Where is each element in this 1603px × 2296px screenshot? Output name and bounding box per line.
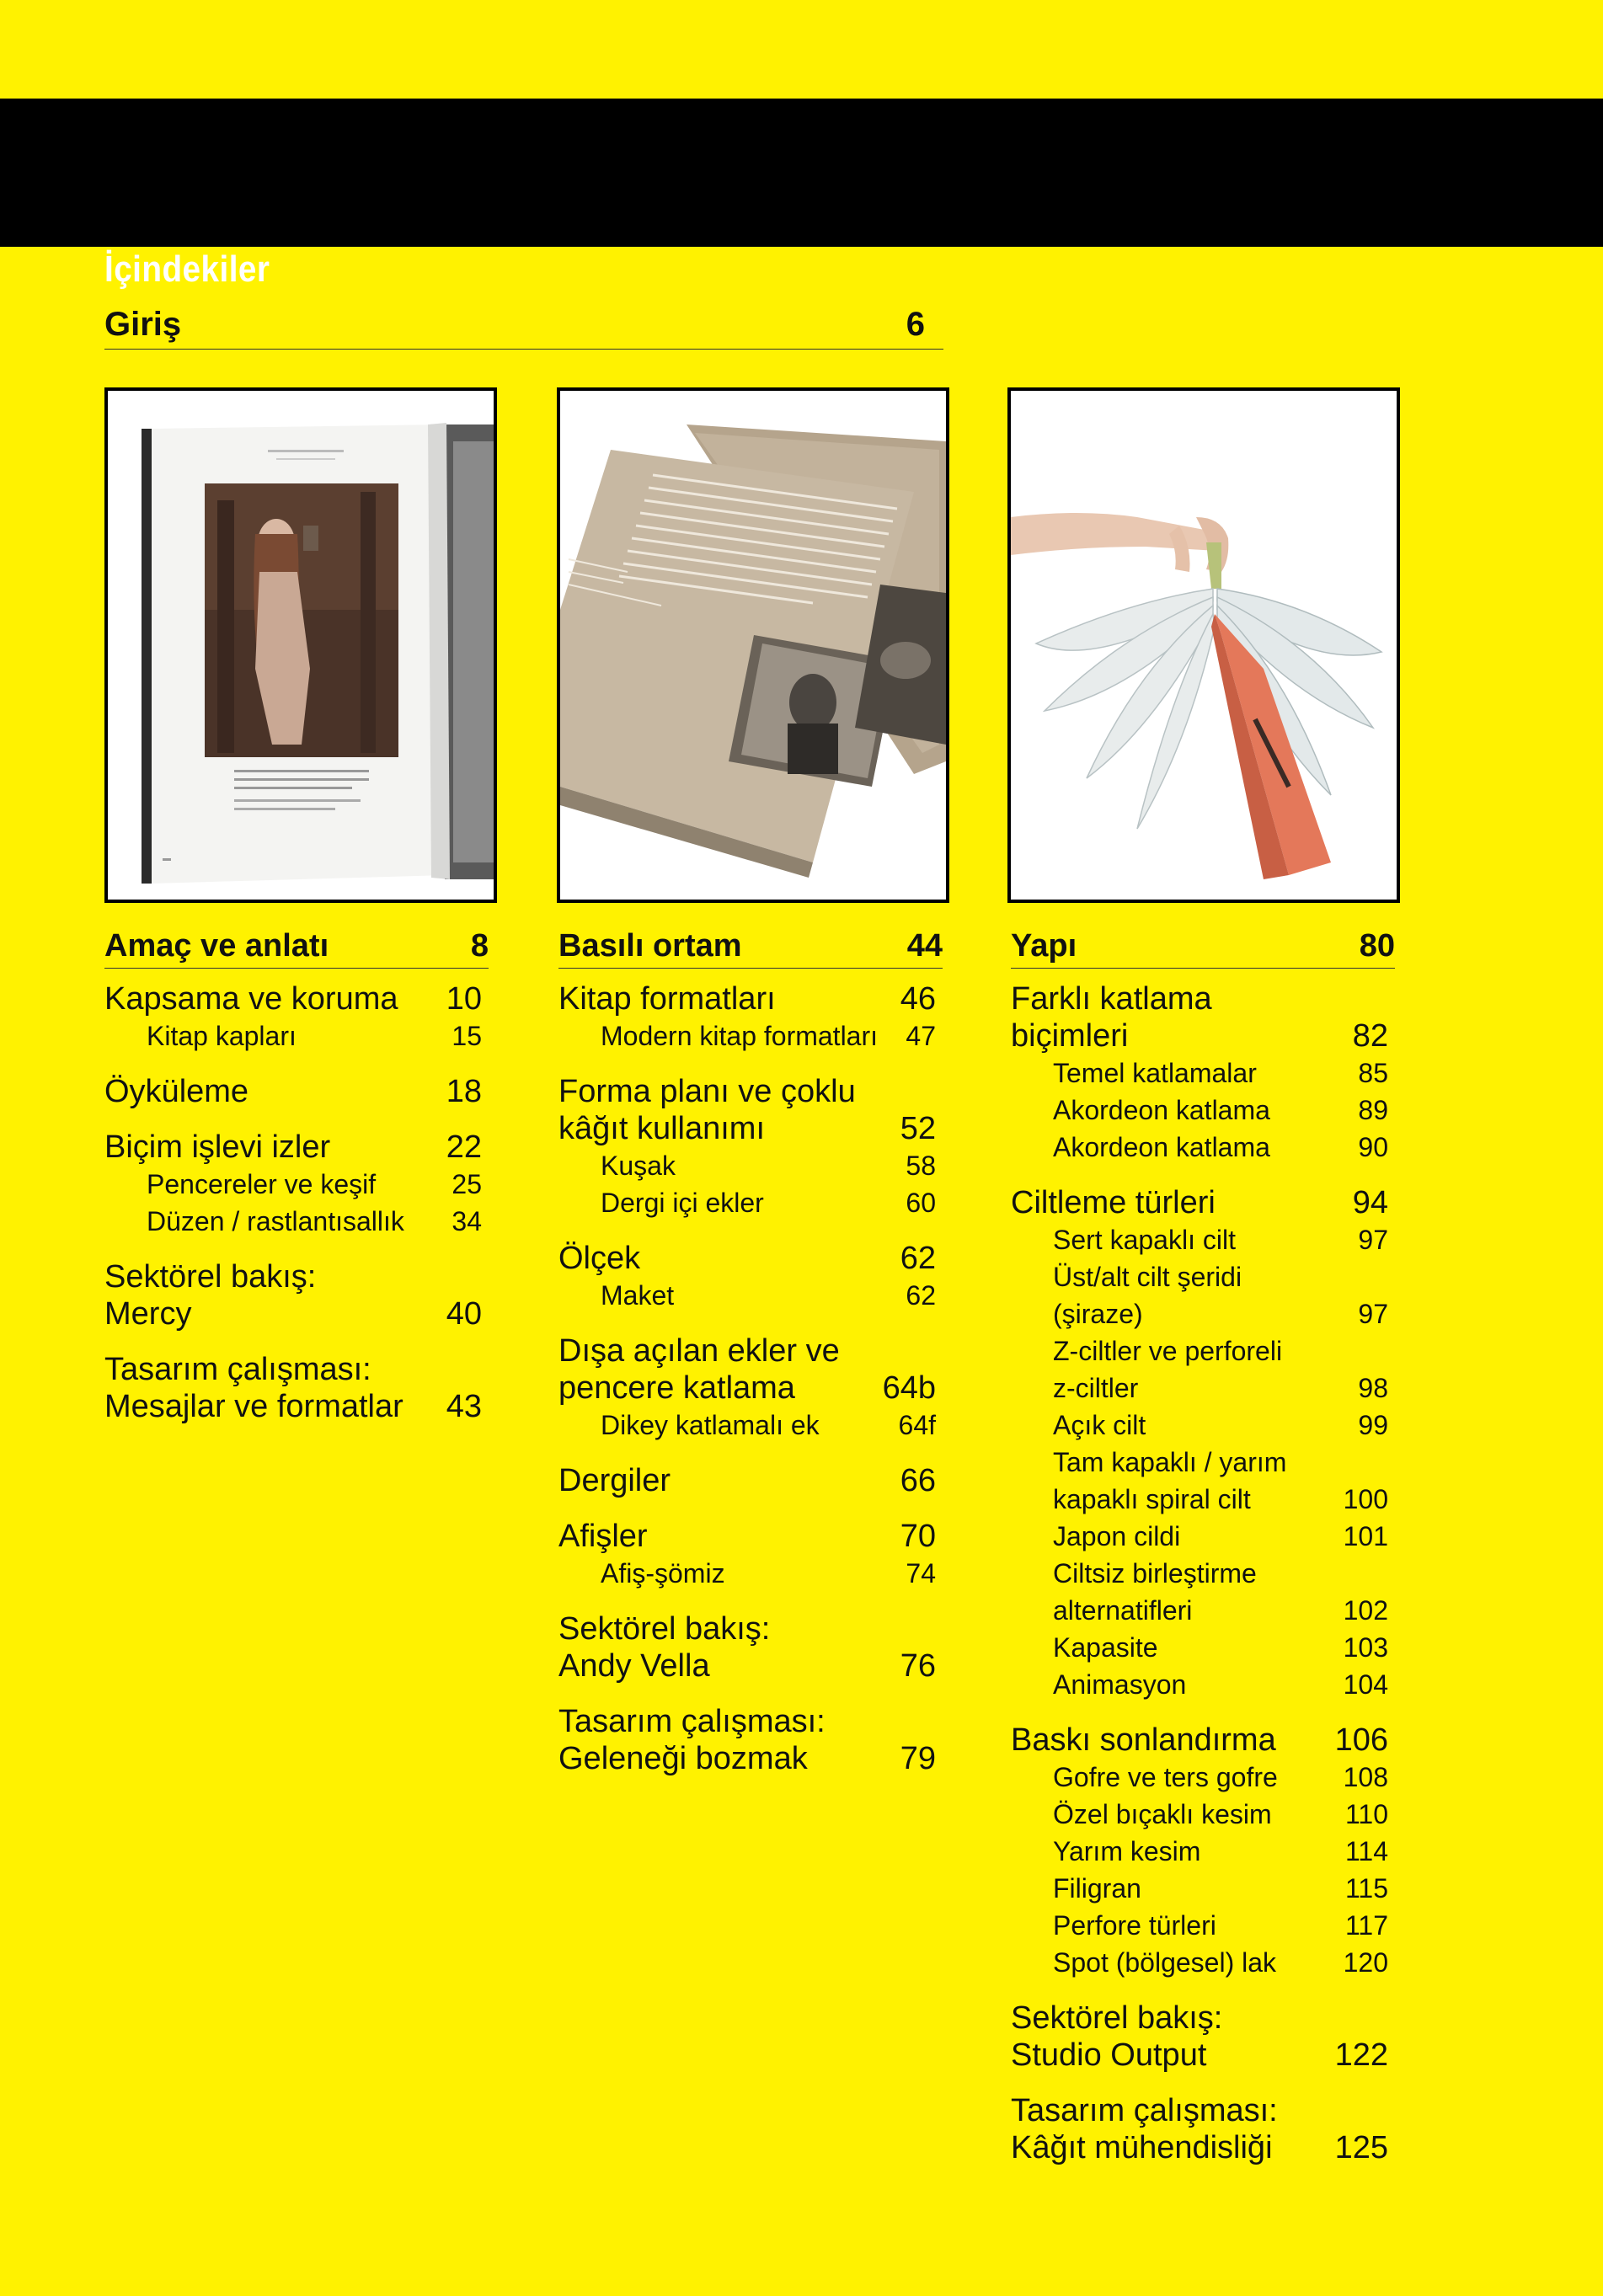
toc-entry-label: Ciltsiz birleştirme alternatifleri <box>1053 1558 1257 1626</box>
toc-entry-label: Biçim işlevi izler <box>104 1129 331 1165</box>
toc-entry-label: Maket <box>601 1280 675 1311</box>
toc-entry-label: Temel katlamalar <box>1053 1058 1257 1088</box>
toc-entry-label: Tasarım çalışması: Kâğıt mühendisliği <box>1011 2093 1278 2165</box>
toc-entry[interactable] <box>558 980 943 1017</box>
toc-entry-page: 110 <box>1344 1799 1388 1829</box>
toc-entry-label: Modern kitap formatları <box>601 1021 879 1051</box>
toc-entry-page: 70 <box>900 1519 936 1554</box>
toc-subentry[interactable] <box>1011 1407 1395 1444</box>
toc-entry[interactable] <box>558 1240 943 1277</box>
toc-entry-page: 114 <box>1344 1836 1388 1866</box>
toc-entry-page: 34 <box>452 1206 482 1236</box>
toc-entry-page: 22 <box>446 1129 482 1165</box>
toc-entry[interactable] <box>558 1462 943 1499</box>
toc-entry-page: 25 <box>452 1169 482 1199</box>
section-heading-page: 8 <box>470 928 489 964</box>
toc-entry-page: 89 <box>1358 1095 1388 1125</box>
toc-subentry[interactable] <box>1011 1870 1395 1907</box>
toc-entry-page: 58 <box>906 1151 936 1181</box>
toc-entry-page: 52 <box>900 1111 936 1146</box>
toc-entry-label: Tam kapaklı / yarım kapaklı spiral cilt <box>1053 1447 1287 1514</box>
toc-entry-label: Forma planı ve çoklu kâğıt kullanımı <box>558 1074 856 1146</box>
toc-entry-label: Baskı sonlandırma <box>1011 1722 1276 1758</box>
toc-entry-label: Yarım kesim <box>1053 1836 1201 1866</box>
toc-entry-page: 46 <box>900 981 936 1017</box>
toc-entry-label: Ciltleme türleri <box>1011 1185 1216 1220</box>
toc-subentry[interactable] <box>558 1555 943 1592</box>
toc-entry-label: Ölçek <box>558 1241 641 1276</box>
toc-entry-page: 64f <box>898 1410 936 1440</box>
toc-subentry[interactable] <box>1011 1221 1395 1258</box>
toc-entry-page: 66 <box>900 1463 936 1498</box>
section-heading[interactable] <box>558 926 943 969</box>
toc-entry-label: Kitap formatları <box>558 981 776 1017</box>
toc-entry-page: 62 <box>906 1280 936 1311</box>
toc-subentry[interactable] <box>104 1203 489 1240</box>
toc-entry-page: 122 <box>1334 2037 1388 2073</box>
section-heading-label: Yapı <box>1011 928 1077 964</box>
toc-subentry[interactable] <box>1011 1629 1395 1666</box>
toc-entry-page: 76 <box>900 1648 936 1684</box>
toc-entry[interactable] <box>1011 1722 1395 1759</box>
toc-entry-label: Animasyon <box>1053 1669 1187 1700</box>
toc-entry-page: 85 <box>1358 1058 1388 1088</box>
toc-entry-page: 120 <box>1343 1947 1388 1978</box>
toc-entry-page: 100 <box>1343 1484 1388 1514</box>
toc-entry-page: 18 <box>446 1074 482 1109</box>
section-heading[interactable] <box>1011 926 1395 969</box>
toc-entry-label: Sektörel bakış: Studio Output <box>1011 2000 1223 2073</box>
section-heading[interactable] <box>104 926 489 969</box>
toc-entry[interactable] <box>104 1351 489 1425</box>
page-title: İçindekiler <box>104 248 270 290</box>
toc-entry-label: Japon cildi <box>1053 1521 1181 1551</box>
toc-entry[interactable] <box>1011 2092 1395 2166</box>
section-heading-page: 44 <box>906 928 943 964</box>
toc-subentry[interactable] <box>1011 1055 1395 1092</box>
toc-entry-label: Özel bıçaklı kesim <box>1053 1799 1272 1829</box>
toc-entry-page: 82 <box>1352 1018 1388 1054</box>
toc-entry[interactable] <box>558 1332 943 1407</box>
toc-entry-page: 115 <box>1344 1873 1388 1904</box>
toc-subentry[interactable] <box>1011 1759 1395 1796</box>
toc-entry-page: 106 <box>1334 1722 1388 1758</box>
section-heading-label: Amaç ve anlatı <box>104 928 329 964</box>
toc-subentry[interactable] <box>1011 1555 1395 1629</box>
toc-entry-page: 15 <box>452 1021 482 1051</box>
toc-column-1 <box>104 926 489 1425</box>
toc-entry-page: 40 <box>446 1296 482 1332</box>
toc-entry-label: Dergiler <box>558 1463 671 1498</box>
toc-column-2 <box>558 926 943 1777</box>
toc-entry-label: Kitap kapları <box>147 1021 297 1051</box>
toc-subentry[interactable] <box>558 1147 943 1184</box>
toc-entry-page: 103 <box>1343 1632 1388 1663</box>
toc-entry[interactable] <box>104 980 489 1017</box>
toc-subentry[interactable] <box>1011 1796 1395 1833</box>
toc-subentry[interactable] <box>558 1017 943 1055</box>
photo-hand-book <box>1007 387 1400 903</box>
section-heading-label: Basılı ortam <box>558 928 742 964</box>
toc-entry-page: 108 <box>1343 1762 1388 1792</box>
toc-entry-page: 62 <box>900 1241 936 1276</box>
toc-entry-label: Dikey katlamalı ek <box>601 1410 820 1440</box>
toc-entry-page: 99 <box>1358 1410 1388 1440</box>
toc-entry-label: Tasarım çalışması: Geleneği bozmak <box>558 1704 826 1776</box>
toc-entry-page: 101 <box>1343 1521 1388 1551</box>
toc-entry-label: Afişler <box>558 1519 648 1554</box>
toc-subentry[interactable] <box>104 1166 489 1203</box>
toc-subentry[interactable] <box>1011 1129 1395 1166</box>
toc-entry[interactable] <box>1011 980 1395 1055</box>
toc-entry-label: Sert kapaklı cilt <box>1053 1225 1236 1255</box>
toc-entry-page: 90 <box>1358 1132 1388 1162</box>
toc-entry-label: Afiş-şömiz <box>601 1558 725 1589</box>
header-bar <box>0 99 1603 290</box>
toc-subentry[interactable] <box>1011 1833 1395 1870</box>
toc-entry-label: Öyküleme <box>104 1074 249 1109</box>
toc-entry-page: 97 <box>1358 1299 1388 1329</box>
toc-entry[interactable] <box>104 1129 489 1166</box>
photo-kraft-brochure <box>557 387 949 903</box>
toc-entry-label: Sektörel bakış: Andy Vella <box>558 1611 771 1684</box>
toc-subentry[interactable] <box>104 1017 489 1055</box>
toc-column-3 <box>1011 926 1395 2166</box>
toc-entry-label: Spot (bölgesel) lak <box>1053 1947 1277 1978</box>
toc-entry[interactable] <box>1011 1184 1395 1221</box>
toc-subentry[interactable] <box>1011 1666 1395 1703</box>
toc-entry[interactable] <box>558 1610 943 1685</box>
toc-entry-label: Açık cilt <box>1053 1410 1146 1440</box>
toc-entry-label: Filigran <box>1053 1873 1141 1904</box>
intro-entry[interactable] <box>104 307 943 350</box>
toc-entry-label: Üst/alt cilt şeridi (şiraze) <box>1053 1262 1242 1329</box>
toc-subentry[interactable] <box>1011 1907 1395 1944</box>
toc-entry-page: 117 <box>1344 1910 1388 1941</box>
toc-entry[interactable] <box>104 1258 489 1332</box>
toc-entry[interactable] <box>558 1703 943 1777</box>
toc-entry-label: Dışa açılan ekler ve pencere katlama <box>558 1333 840 1406</box>
toc-entry-label: Z-ciltler ve perforeli z-ciltler <box>1053 1336 1283 1403</box>
toc-entry-label: Akordeon katlama <box>1053 1095 1270 1125</box>
toc-entry-label: Tasarım çalışması: Mesajlar ve formatlar <box>104 1352 403 1424</box>
toc-entry-page: 47 <box>906 1021 936 1051</box>
toc-entry[interactable] <box>104 1073 489 1110</box>
toc-subentry[interactable] <box>558 1407 943 1444</box>
intro-page: 6 <box>906 306 925 343</box>
toc-subentry[interactable] <box>1011 1332 1395 1407</box>
toc-entry-page: 64b <box>882 1370 936 1406</box>
toc-subentry[interactable] <box>1011 1444 1395 1518</box>
toc-subentry[interactable] <box>1011 1944 1395 1981</box>
toc-entry-label: Sektörel bakış: Mercy <box>104 1259 317 1332</box>
toc-entry-page: 79 <box>900 1741 936 1776</box>
intro-label: Giriş <box>104 306 182 343</box>
toc-entry[interactable] <box>558 1073 943 1147</box>
toc-entry[interactable] <box>558 1518 943 1555</box>
toc-entry-page: 98 <box>1358 1373 1388 1403</box>
toc-entry-label: Düzen / rastlantısallık <box>147 1206 404 1236</box>
section-heading-page: 80 <box>1359 928 1395 964</box>
toc-entry-label: Perfore türleri <box>1053 1910 1216 1941</box>
toc-entry-label: Kuşak <box>601 1151 676 1181</box>
toc-entry-label: Dergi içi ekler <box>601 1188 764 1218</box>
toc-entry-page: 125 <box>1334 2130 1388 2165</box>
toc-entry-label: Akordeon katlama <box>1053 1132 1270 1162</box>
toc-entry-page: 60 <box>906 1188 936 1218</box>
toc-entry-page: 94 <box>1352 1185 1388 1220</box>
toc-entry-label: Pencereler ve keşif <box>147 1169 377 1199</box>
toc-entry-page: 97 <box>1358 1225 1388 1255</box>
toc-entry-label: Kapasite <box>1053 1632 1158 1663</box>
toc-entry-label: Gofre ve ters gofre <box>1053 1762 1278 1792</box>
toc-subentry[interactable] <box>1011 1258 1395 1332</box>
toc-entry[interactable] <box>1011 2000 1395 2074</box>
toc-entry-label: Farklı katlama biçimleri <box>1011 981 1212 1054</box>
toc-entry-page: 43 <box>446 1389 482 1424</box>
toc-subentry[interactable] <box>1011 1518 1395 1555</box>
toc-subentry[interactable] <box>1011 1092 1395 1129</box>
toc-subentry[interactable] <box>558 1277 943 1314</box>
photo-open-magazine <box>104 387 497 903</box>
toc-entry-page: 10 <box>446 981 482 1017</box>
toc-entry-page: 102 <box>1343 1595 1388 1626</box>
toc-entry-page: 74 <box>906 1558 936 1589</box>
toc-subentry[interactable] <box>558 1184 943 1221</box>
toc-entry-page: 104 <box>1343 1669 1388 1700</box>
toc-entry-label: Kapsama ve koruma <box>104 981 398 1017</box>
